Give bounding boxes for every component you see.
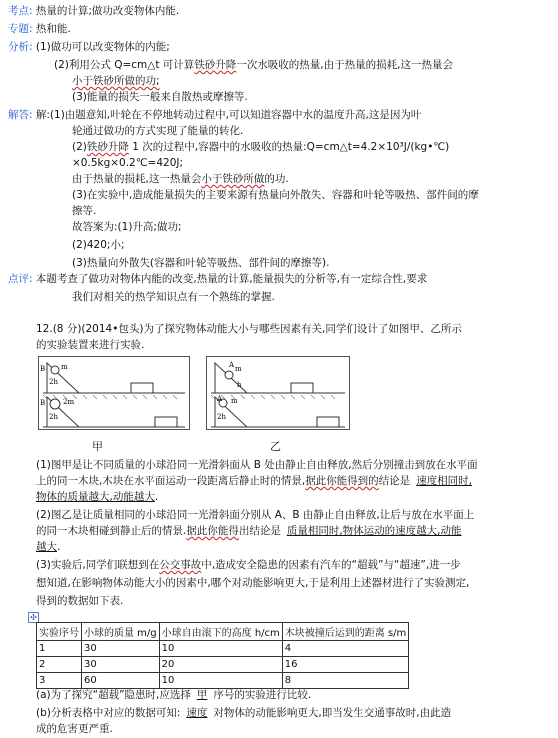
solution-s2b: ×0.5kg×0.2℃=420J;	[72, 157, 184, 169]
fenxi-2a: (2)利用公式 Q=cm△t 可计算	[54, 59, 195, 71]
solution-line-2c	[72, 172, 289, 186]
q12-p3a-post: 中,造成安全隐患的因素有汽车的“超载”与“超速”,进一步	[201, 559, 461, 571]
table-cell: 10	[159, 673, 282, 689]
solution-s3b: 擦等.	[72, 205, 97, 217]
q12-p3b: 想知道,在影响物体动能大小的因素中,哪个对动能影响更大,于是利用上述器材进行了实验测定,	[36, 577, 470, 589]
q12-p2c	[36, 540, 60, 554]
q12-pa	[36, 688, 311, 702]
q12-head-1: 12.(8 分)(2014•包头)为了探究物体动能大小与哪些因素有关,同学们设计了如图甲、乙所示	[36, 323, 462, 335]
table-header-cell: 小球的质量 m/g	[82, 623, 160, 641]
q12-pa-pre: (a)为了探究“超载”隐患时,应选择	[36, 689, 191, 701]
fig-yi-bot-h: 2h	[217, 413, 226, 421]
q12-p2b-answer: 质量相同时,物体运动的速度越大,动能	[286, 525, 462, 537]
fenxi-item-1: (1)做功可以改变物体的内能;	[35, 41, 170, 53]
fig-yi-top-h: h	[237, 381, 242, 389]
fenxi-2b: 一次水吸收的热量,由于热量的损耗,这一热量会	[236, 59, 453, 71]
solution-s2a-pre: (2)	[72, 141, 87, 153]
table-header-cell: 小球自由滚下的高度 h/cm	[159, 623, 282, 641]
kaodian-label: 考点:	[8, 5, 33, 17]
zhuanti-label: 专题:	[8, 23, 33, 35]
q12-p2c-answer: 越大	[36, 541, 57, 553]
comment-label: 点评:	[8, 273, 33, 285]
fig-jia-bot-h: 2h	[49, 413, 58, 421]
fenxi-line-1	[8, 40, 170, 54]
comment-c1: 本题考查了做功对物体内能的改变,热量的计算,能量损失的分析等,有一定综合性,要求	[35, 273, 428, 285]
figure-yi	[206, 356, 350, 430]
q12-p1c-answer: 物体的质量越大,动能越大	[36, 491, 155, 503]
fenxi-line-2c: 小于铁砂所做的功;	[72, 75, 160, 87]
q12-p3a	[36, 558, 461, 572]
fig-jia-bot-m: 2m	[63, 398, 75, 406]
table-move-handle-icon[interactable]: ✣	[28, 612, 39, 623]
kaodian-text: 热量的计算;做功改变物体内能.	[35, 5, 180, 17]
fig-jia-top-m: m	[61, 363, 68, 371]
table-cell: 8	[282, 673, 409, 689]
solution-s2a-w: 铁砂升降	[86, 141, 129, 153]
table-cell: 10	[159, 641, 282, 657]
table-cell: 20	[159, 657, 282, 673]
q12-p1c-end: .	[154, 491, 159, 503]
table-cell: 30	[82, 641, 160, 657]
q12-pa-answer: 甲	[196, 689, 208, 701]
q12-pb-answer: 速度	[186, 707, 208, 719]
comment-c2: 我们对相关的热学知识点有一个熟练的掌握.	[72, 291, 275, 303]
table-header-cell: 实验序号	[37, 623, 82, 641]
zhuanti-text: 热和能.	[35, 23, 71, 35]
solution-label: 解答:	[8, 109, 33, 121]
q12-p3a-w: 公交事故	[159, 559, 202, 571]
q12-p2c-end: .	[57, 541, 61, 553]
figure-jia	[38, 356, 190, 430]
q12-p2b-mid: 出结论是	[238, 525, 281, 537]
table-cell: 1	[37, 641, 82, 657]
fenxi-line-2	[54, 58, 453, 72]
comment-line-1	[8, 272, 427, 286]
q12-p1b-answer: 速度相同时,	[416, 475, 473, 487]
table-header-row	[37, 623, 409, 641]
solution-final-1: 故答案为:(1)升高;做功;	[72, 221, 182, 233]
fenxi-2w: 铁砂升降	[194, 59, 237, 71]
table-cell: 2	[37, 657, 82, 673]
table-cell: 60	[82, 673, 160, 689]
q12-p1b-pre: 上的同一木块,木块在水平面运动一段距离后静止时的情景,	[36, 475, 306, 487]
fig-jia-top-B: B	[40, 365, 46, 373]
q12-pb	[36, 706, 451, 720]
q12-p1b	[36, 474, 478, 488]
table-row	[37, 641, 409, 657]
fig-jia-bot-B: B	[40, 399, 46, 407]
table-cell: 3	[37, 673, 82, 689]
q12-p2a: (2)图乙是让质量相同的小球沿同一光滑斜面分别从 A、B 由静止自由释放,让后与放在水平面上	[36, 509, 475, 521]
solution-final-3: (3)热量向外散失(容器和叶轮等吸热、部件间的摩擦等).	[72, 257, 330, 269]
solution-line-1	[8, 108, 421, 122]
fig-yi-top-A: A	[229, 361, 235, 369]
q12-p2b-pre: 的同一木块相碰到静止后的情景.	[36, 525, 187, 537]
solution-line-2	[72, 140, 449, 154]
solution-s3a: (3)在实验中,造成能量损失的主要来源有热量向外散失、容器和叶轮等吸热、部件间的摩	[72, 189, 479, 201]
q12-p1a: (1)图甲是让不同质量的小球沿同一光滑斜面从 B 处由静止自由释放,然后分别撞击到放在水平面	[36, 459, 478, 471]
fenxi-line-3: (3)能量的损失一般来自散热或摩擦等.	[72, 91, 248, 103]
q12-head-2: 的实验装置来进行实验.	[36, 339, 145, 351]
q12-p3a-pre: (3)实验后,同学们联想到在	[36, 559, 160, 571]
table-row	[37, 673, 409, 689]
figure-yi-caption: 乙	[270, 440, 281, 453]
q12-p3c: 得到的数据如下表.	[36, 595, 124, 607]
q12-pc: 成的危害更严重.	[36, 723, 113, 735]
q12-p1b-w: 据此你能得到的	[305, 475, 379, 487]
table-header-cell: 木块被撞后运到的距离 s/m	[282, 623, 409, 641]
table-cell: 4	[282, 641, 409, 657]
solution-s2c-post: 的功.	[264, 173, 289, 185]
data-table	[36, 622, 409, 689]
q12-p1b-post: 结论是	[378, 475, 411, 487]
q12-pb-post: 对物体的动能影响更大,即当发生交通事故时,由此造	[213, 707, 452, 719]
q12-p1c	[36, 490, 158, 504]
fenxi-label: 分析:	[8, 41, 33, 53]
q12-pa-post: 序号的实验进行比较.	[213, 689, 312, 701]
solution-s1a: 解:(1)由题意知,叶轮在不停地转动过程中,可以知道容器中水的温度升高,这是因为叶	[35, 109, 422, 121]
table-row	[37, 657, 409, 673]
fig-yi-bot-m: m	[231, 397, 238, 405]
solution-final-2: (2)420;小;	[72, 239, 125, 251]
solution-s2c-pre: 由于热量的损耗,这一热量会	[72, 173, 202, 185]
q12-pb-pre: (b)分析表格中对应的数据可知:	[36, 707, 181, 719]
kaodian-line	[8, 4, 179, 18]
table-cell: 16	[282, 657, 409, 673]
fig-yi-bot-A: A	[217, 395, 223, 403]
zhuanti-line	[8, 22, 71, 36]
q12-p2b-w: 据此你能得	[186, 525, 239, 537]
solution-s2c-w: 小于铁砂所做	[201, 173, 265, 185]
fig-yi-top-m: m	[235, 365, 242, 373]
table-cell: 30	[82, 657, 160, 673]
q12-p2b	[36, 524, 468, 538]
solution-s1b: 轮通过做功的方式实现了能量的转化.	[72, 125, 244, 137]
figure-jia-caption: 甲	[92, 440, 103, 453]
fig-jia-top-h: 2h	[49, 378, 58, 386]
solution-s2a-post: 1 次的过程中,容器中的水吸收的热量:Q=cm△t=4.2×10³J/(kg•℃)	[128, 141, 450, 153]
